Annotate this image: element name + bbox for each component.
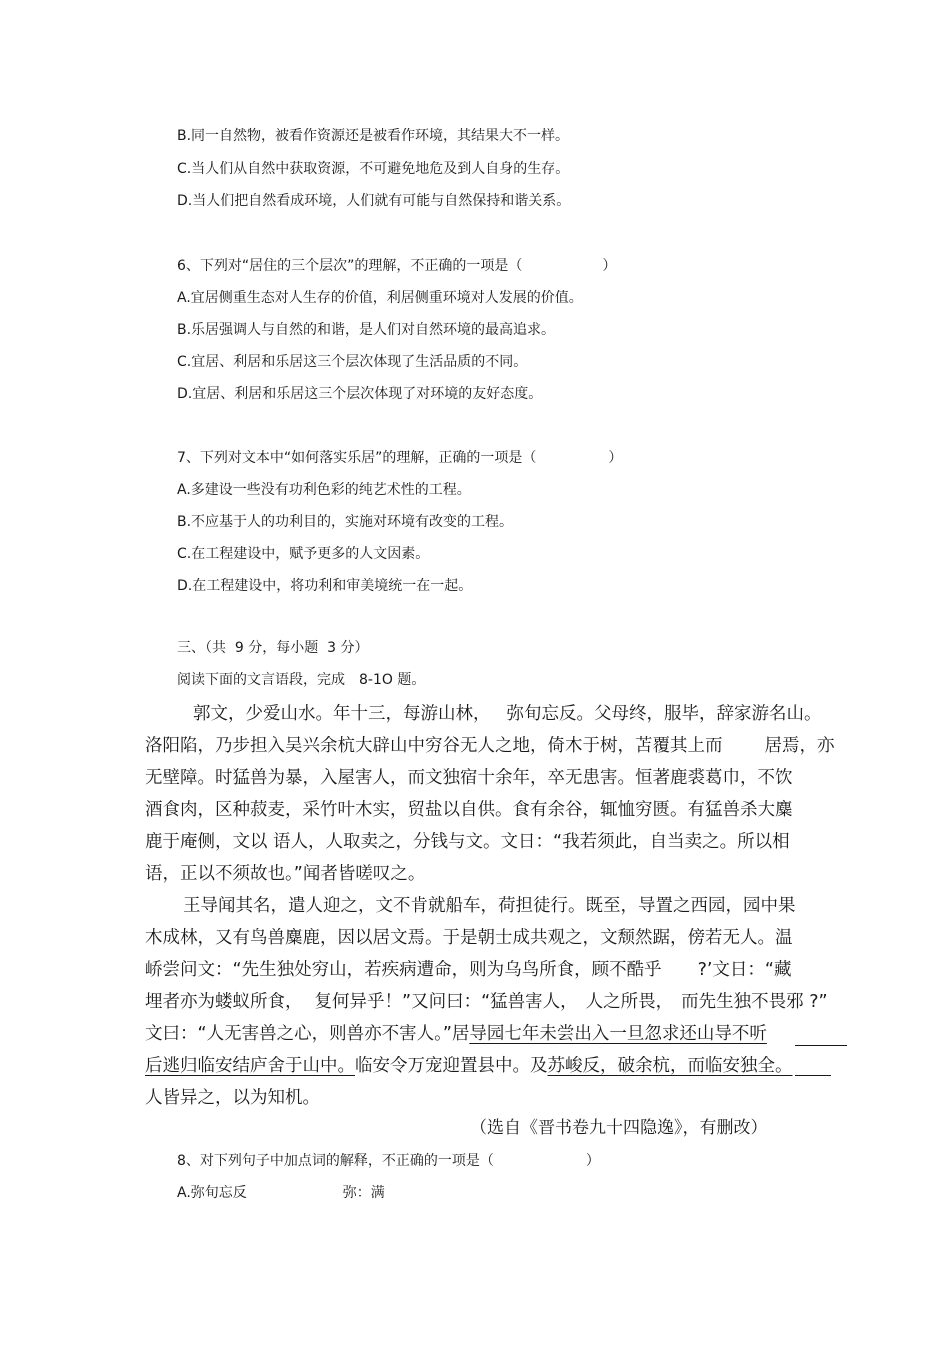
q8-stem: [177, 1152, 600, 1170]
passage-line-8: 木成林，又有鸟兽麋鹿，因以居文焉。于是朝士成共观之，文颓然踞，傍若无人。温: [145, 928, 793, 948]
passage-line-1: [193, 702, 822, 726]
q5-option-b: B.同一自然物，被看作资源还是被看作环境，其结果大不一样。: [177, 128, 570, 144]
q6-option-c: C.宜居、利居和乐居这三个层次体现了生活品质的不同。: [177, 354, 528, 370]
instruction-part-b: 8-1O 题。: [359, 672, 426, 688]
q7-option-a: A.多建设一些没有功利色彩的纯艺术性的工程。: [177, 482, 471, 498]
q7-option-b: B.不应基于人的功利目的，实施对环境有改变的工程。: [177, 514, 514, 530]
section3-heading: 三、（共 9 分，每小题 3 分）: [177, 640, 369, 656]
passage-line-6: 语，正以不须故也。”闻者皆嗟叹之。: [145, 864, 426, 884]
q8-option-a-phrase: A.弥旬忘反: [177, 1185, 247, 1201]
q8-option-a-gloss: 弥：满: [342, 1185, 385, 1201]
passage-line-2b: 居焉，亦: [764, 736, 835, 756]
passage-line-1b: 弥旬忘反。父母终，服毕，辞家游名山。: [506, 704, 822, 724]
underlined-translation-segment-2: 后逃归临安结庐舍于山中。: [145, 1056, 355, 1076]
q8-option-a: [177, 1184, 385, 1202]
section3-instruction: [177, 671, 425, 689]
passage-line-3: 无壁障。时猛兽为暴，入屋害人，而文独宿十余年，卒无患害。恒著鹿裘葛巾，不饮: [145, 768, 793, 788]
passage-line-7: 王导闻其名，遣人迎之，文不肯就船车，荷担徒行。既至，导置之西园，园中果: [183, 896, 796, 916]
passage-source-citation: （选自《晋书卷九十四隐逸》，有删改）: [470, 1118, 768, 1138]
q6-stem: [177, 257, 616, 275]
passage-line-10: [145, 990, 828, 1014]
underlined-translation-segment-1: 导园七年未尝出入一旦忽求还山导不听: [469, 1024, 767, 1044]
q5-option-c: C.当人们从自然中获取资源，不可避免地危及到人自身的生存。: [177, 161, 570, 177]
passage-line-12b: 临安令万宠迎置县中。及: [355, 1056, 548, 1076]
passage-line-5: 鹿于庵侧，文以 语人，人取卖之，分钱与文。文日：“我若须此，自当卖之。所以相: [145, 832, 790, 852]
q8-close-paren: ）: [585, 1153, 600, 1169]
q6-option-b: B.乐居强调人与自然的和谐，是人们对自然环境的最高追求。: [177, 322, 556, 338]
passage-line-10c: 人之所畏，: [585, 992, 674, 1012]
passage-line-10d: 而先生独不畏邪 ?”: [681, 992, 828, 1012]
instruction-part-a: 阅读下面的文言语段，完成: [177, 672, 345, 688]
q6-stem-text: 6、下列对“居住的三个层次”的理解，不正确的一项是（: [177, 258, 523, 274]
underline-extension-1: [795, 1045, 847, 1046]
passage-line-1a: 郭文，少爱山水。年十三，每游山林，: [193, 704, 491, 724]
passage-line-13: 人皆异之，以为知机。: [145, 1088, 320, 1108]
passage-line-9b: ?’文日：“藏: [697, 960, 792, 980]
q6-option-a: A.宜居侧重生态对人生存的价值，利居侧重环境对人发展的价值。: [177, 290, 583, 306]
q5-option-d: D.当人们把自然看成环境，人们就有可能与自然保持和谐关系。: [177, 193, 571, 209]
q7-stem-text: 7、下列对文本中“如何落实乐居”的理解，正确的一项是（: [177, 450, 537, 466]
q7-stem: [177, 449, 622, 467]
passage-line-2a: 洛阳陷，乃步担入吴兴余杭大辟山中穷谷无人之地，倚木于树，苫覆其上而: [145, 736, 723, 756]
passage-line-10b: 复何异乎！”又问曰：“猛兽害人，: [314, 992, 578, 1012]
passage-line-12: [145, 1054, 793, 1078]
passage-line-4: 酒食肉，区种菽麦，采竹叶木实，贸盐以自供。食有余谷，辄恤穷匮。有猛兽杀大麋: [145, 800, 793, 820]
underlined-translation-segment-3: 苏峻反，破余杭，而临安独全。: [547, 1056, 793, 1076]
passage-line-11a: 文曰：“人无害兽之心，则兽亦不害人。”居: [145, 1024, 470, 1044]
q7-close-paren: ）: [608, 450, 623, 466]
passage-line-2: [145, 734, 835, 758]
q7-option-c: C.在工程建设中，赋予更多的人文因素。: [177, 546, 430, 562]
passage-line-9: [145, 958, 792, 982]
passage-line-11: [145, 1022, 767, 1046]
q6-close-paren: ）: [602, 258, 617, 274]
q7-option-d: D.在工程建设中，将功利和审美境统一在一起。: [177, 578, 473, 594]
q8-stem-text: 8、对下列句子中加点词的解释，不正确的一项是（: [177, 1153, 494, 1169]
passage-line-9a: 峤尝问文：“先生独处穷山，若疾病遭命，则为乌鸟所食，顾不酷乎: [145, 960, 662, 980]
passage-line-10a: 埋者亦为蝼蚁所食，: [145, 992, 303, 1012]
q6-option-d: D.宜居、利居和乐居这三个层次体现了对环境的友好态度。: [177, 386, 543, 402]
underline-extension-2: [795, 1075, 831, 1076]
